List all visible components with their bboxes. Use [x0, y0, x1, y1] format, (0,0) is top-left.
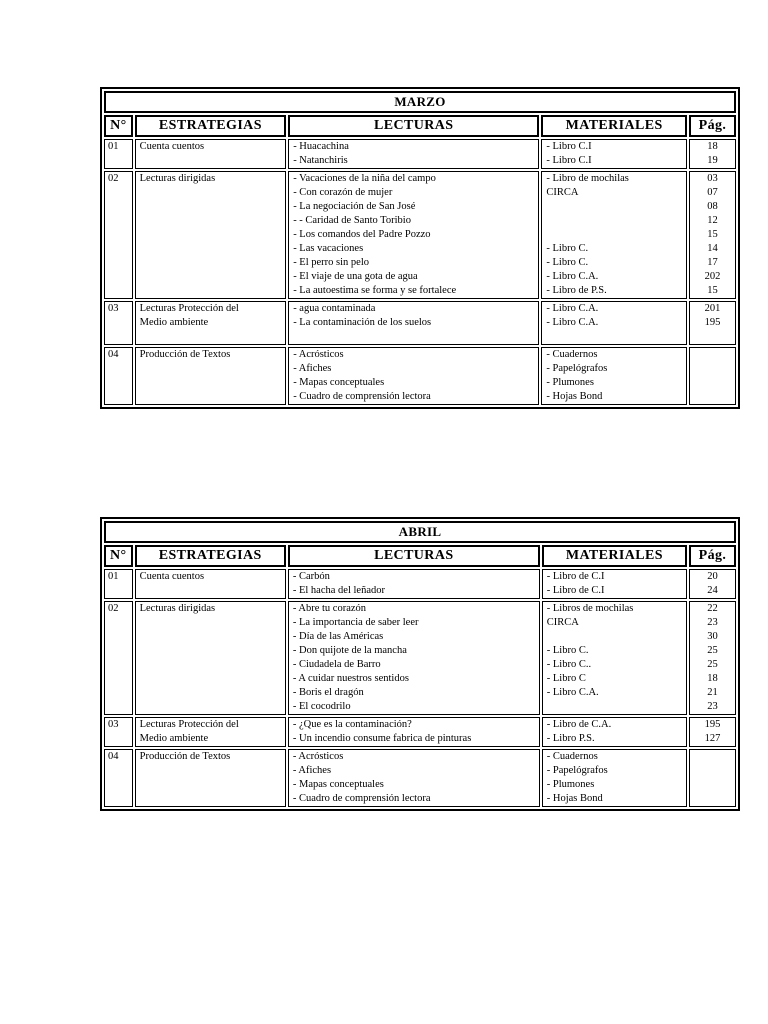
- readings-cell: [288, 569, 540, 599]
- cell-line: [140, 630, 283, 644]
- cell-line: - Huacachina: [293, 141, 349, 152]
- readings-cell: [288, 139, 539, 169]
- materials-cell: [542, 749, 687, 807]
- cell-line: Medio ambiente: [139, 317, 209, 328]
- cell-line: 07: [707, 187, 718, 198]
- cell-line: - Libro C.A.: [546, 271, 599, 282]
- pages-cell: [689, 717, 736, 747]
- cell-line: 12: [707, 215, 718, 226]
- cell-line: [140, 256, 284, 270]
- materials-cell: [541, 171, 687, 299]
- cell-line: 17: [707, 257, 718, 268]
- cell-line: [140, 330, 284, 344]
- cell-line: 24: [707, 585, 718, 596]
- table-row: [104, 749, 736, 807]
- header-pag: Pág.: [689, 545, 736, 567]
- cell-line: [140, 764, 283, 778]
- cell-line: [546, 200, 684, 214]
- cell-line: - agua contaminada: [293, 303, 376, 314]
- materials-cell: [541, 347, 687, 405]
- cell-line: - Cuadro de comprensión lectora: [292, 793, 431, 804]
- cell-line: - Libro P.S.: [546, 733, 595, 744]
- readings-cell: [288, 301, 539, 345]
- cell-line: - ¿Que es la contaminación?: [292, 719, 412, 730]
- cell-line: CIRCA: [546, 617, 579, 628]
- table-abril: [100, 517, 740, 811]
- cell-line: [546, 228, 684, 242]
- cell-line: - Hojas Bond: [546, 391, 603, 402]
- strategy-cell: [135, 749, 286, 807]
- cell-line: - El perro sin pelo: [293, 257, 369, 268]
- cell-line: Producción de Textos: [139, 349, 231, 360]
- cell-line: - Natanchiris: [293, 155, 348, 166]
- cell-line: - Libro de mochilas: [546, 173, 629, 184]
- cell-line: [140, 616, 283, 630]
- cell-line: Lecturas Protección del: [139, 719, 239, 730]
- cell-line: [140, 242, 284, 256]
- cell-line: - El cocodrilo: [292, 701, 351, 712]
- cell-line: 19: [707, 155, 718, 166]
- cell-line: - Plumones: [546, 377, 594, 388]
- strategy-cell: [135, 717, 286, 747]
- cell-line: [140, 778, 283, 792]
- cell-line: - Libro C..: [546, 659, 592, 670]
- cell-line: [140, 200, 284, 214]
- cell-line: 14: [707, 243, 718, 254]
- pages-cell: [689, 301, 736, 345]
- cell-line: 22: [707, 603, 718, 614]
- row-number: 02: [104, 171, 133, 299]
- materials-cell: [542, 717, 687, 747]
- cell-line: - Libros de mochilas: [546, 603, 634, 614]
- month-row: [104, 521, 736, 543]
- cell-line: Lecturas dirigidas: [139, 173, 216, 184]
- cell-line: 18: [707, 673, 718, 684]
- row-number: 04: [104, 347, 133, 405]
- cell-line: - Los comandos del Padre Pozzo: [293, 229, 431, 240]
- strategy-cell: [135, 301, 287, 345]
- cell-line: [692, 348, 733, 362]
- cell-line: [140, 270, 284, 284]
- cell-line: 25: [707, 645, 718, 656]
- cell-line: - Papelógrafos: [546, 765, 608, 776]
- cell-line: 18: [707, 141, 718, 152]
- cell-line: - Libro C: [546, 673, 586, 684]
- readings-cell: [288, 601, 540, 715]
- cell-line: [546, 214, 684, 228]
- header-num: N°: [104, 115, 133, 137]
- cell-line: 201: [704, 303, 721, 314]
- table-row: [104, 301, 736, 345]
- materials-cell: [542, 601, 687, 715]
- cell-line: [692, 362, 733, 376]
- cell-line: [140, 792, 283, 806]
- table-marzo: [100, 87, 740, 409]
- cell-line: 25: [707, 659, 718, 670]
- cell-line: - Cuadernos: [546, 349, 598, 360]
- cell-line: [547, 700, 684, 714]
- materials-cell: [541, 139, 687, 169]
- cell-line: 15: [707, 229, 718, 240]
- table-row: [104, 171, 736, 299]
- cell-line: [692, 376, 733, 390]
- cell-line: [140, 700, 283, 714]
- strategy-cell: [135, 139, 287, 169]
- month-title: MARZO: [104, 91, 736, 113]
- row-number: 03: [104, 301, 133, 345]
- cell-line: - Día de las Américas: [292, 631, 384, 642]
- cell-line: [140, 584, 283, 598]
- cell-line: [692, 750, 733, 764]
- cell-line: - A cuidar nuestros sentidos: [292, 673, 409, 684]
- cell-line: - Ciudadela de Barro: [292, 659, 381, 670]
- cell-line: - Libro de C.A.: [546, 719, 612, 730]
- header-materiales: MATERIALES: [541, 115, 687, 137]
- cell-line: [140, 658, 283, 672]
- readings-cell: [288, 717, 540, 747]
- cell-line: - Boris el dragón: [292, 687, 364, 698]
- cell-line: 21: [707, 687, 718, 698]
- cell-line: - Libro C.: [546, 645, 589, 656]
- cell-line: - Libro C.A.: [546, 303, 599, 314]
- cell-line: - La negociación de San José: [293, 201, 416, 212]
- cell-line: - Afiches: [293, 363, 332, 374]
- table-row: [104, 601, 736, 715]
- materials-cell: [542, 569, 687, 599]
- readings-cell: [288, 171, 539, 299]
- pages-cell: [689, 569, 736, 599]
- cell-line: [140, 672, 283, 686]
- cell-line: [140, 390, 284, 404]
- header-lecturas: LECTURAS: [288, 115, 539, 137]
- cell-line: [140, 214, 284, 228]
- row-number: 03: [104, 717, 133, 747]
- header-row: [104, 545, 736, 567]
- cell-line: Lecturas dirigidas: [139, 603, 216, 614]
- cell-line: 03: [707, 173, 718, 184]
- cell-line: 202: [704, 271, 721, 282]
- strategy-cell: [135, 347, 287, 405]
- cell-line: [140, 362, 284, 376]
- month-title: ABRIL: [104, 521, 736, 543]
- row-number: 01: [104, 569, 133, 599]
- pages-cell: [689, 139, 736, 169]
- cell-line: - Libro C.I: [546, 155, 592, 166]
- cell-line: - Don quijote de la mancha: [292, 645, 407, 656]
- cell-line: 08: [707, 201, 718, 212]
- cell-line: - Plumones: [546, 779, 595, 790]
- month-row: [104, 91, 736, 113]
- cell-line: - Acrósticos: [292, 751, 344, 762]
- cell-line: - Libro de C.I: [546, 585, 605, 596]
- cell-line: - La importancia de saber leer: [292, 617, 419, 628]
- cell-line: [140, 284, 284, 298]
- cell-line: [140, 376, 284, 390]
- header-estrategias: ESTRATEGIAS: [135, 545, 286, 567]
- cell-line: [692, 792, 733, 806]
- cell-line: - La autoestima se forma y se fortalece: [293, 285, 457, 296]
- cell-line: [140, 154, 284, 168]
- cell-line: [140, 186, 284, 200]
- cell-line: - Vacaciones de la niña del campo: [293, 173, 436, 184]
- cell-line: Cuenta cuentos: [139, 571, 205, 582]
- header-lecturas: LECTURAS: [288, 545, 540, 567]
- cell-line: - Abre tu corazón: [292, 603, 367, 614]
- table-row: [104, 139, 736, 169]
- cell-line: CIRCA: [546, 187, 579, 198]
- cell-line: - El hacha del leñador: [292, 585, 385, 596]
- cell-line: [140, 228, 284, 242]
- cell-line: [692, 778, 733, 792]
- cell-line: - Mapas conceptuales: [293, 377, 385, 388]
- cell-line: [547, 630, 684, 644]
- materials-cell: [541, 301, 687, 345]
- cell-line: [140, 686, 283, 700]
- cell-line: - Cuadro de comprensión lectora: [293, 391, 431, 402]
- cell-line: - Libro C.A.: [546, 687, 599, 698]
- cell-line: - Carbón: [292, 571, 330, 582]
- header-pag: Pág.: [689, 115, 736, 137]
- readings-cell: [288, 347, 539, 405]
- header-num: N°: [104, 545, 133, 567]
- cell-line: - El viaje de una gota de agua: [293, 271, 418, 282]
- cell-line: 195: [704, 317, 721, 328]
- strategy-cell: [135, 601, 286, 715]
- cell-line: - Acrósticos: [293, 349, 344, 360]
- row-number: 01: [104, 139, 133, 169]
- cell-line: 23: [707, 701, 718, 712]
- cell-line: [692, 330, 733, 344]
- cell-line: - Libro C.: [546, 243, 589, 254]
- header-row: [104, 115, 736, 137]
- header-materiales: MATERIALES: [542, 545, 687, 567]
- cell-line: - Afiches: [292, 765, 332, 776]
- cell-line: - Las vacaciones: [293, 243, 364, 254]
- strategy-cell: [135, 569, 286, 599]
- pages-cell: [689, 601, 736, 715]
- pages-cell: [689, 347, 736, 405]
- row-number: 02: [104, 601, 133, 715]
- cell-line: - Libro de P.S.: [546, 285, 607, 296]
- cell-line: [692, 390, 733, 404]
- header-estrategias: ESTRATEGIAS: [135, 115, 287, 137]
- table-row: [104, 569, 736, 599]
- cell-line: Medio ambiente: [139, 733, 209, 744]
- cell-line: - Papelógrafos: [546, 363, 608, 374]
- cell-line: - Libro C.: [546, 257, 589, 268]
- cell-line: - Libro C.A.: [546, 317, 599, 328]
- cell-line: [293, 330, 536, 344]
- cell-line: - La contaminación de los suelos: [293, 317, 432, 328]
- table-row: [104, 347, 736, 405]
- cell-line: - Hojas Bond: [546, 793, 603, 804]
- cell-line: - Mapas conceptuales: [292, 779, 384, 790]
- strategy-cell: [135, 171, 287, 299]
- cell-line: [692, 764, 733, 778]
- cell-line: 195: [704, 719, 721, 730]
- readings-cell: [288, 749, 540, 807]
- cell-line: Producción de Textos: [139, 751, 231, 762]
- table-row: [104, 717, 736, 747]
- cell-line: Cuenta cuentos: [139, 141, 205, 152]
- cell-line: 15: [707, 285, 718, 296]
- cell-line: 30: [707, 631, 718, 642]
- pages-cell: [689, 749, 736, 807]
- cell-line: - Libro de C.I: [546, 571, 605, 582]
- cell-line: - Cuadernos: [546, 751, 598, 762]
- cell-line: 127: [704, 733, 721, 744]
- cell-line: - Libro C.I: [546, 141, 592, 152]
- cell-line: [546, 330, 684, 344]
- cell-line: - Con corazón de mujer: [293, 187, 393, 198]
- pages-cell: [689, 171, 736, 299]
- cell-line: 20: [707, 571, 718, 582]
- cell-line: [140, 644, 283, 658]
- cell-line: - - Caridad de Santo Toribio: [293, 215, 411, 226]
- cell-line: - Un incendio consume fabrica de pinturas: [292, 733, 472, 744]
- cell-line: 23: [707, 617, 718, 628]
- row-number: 04: [104, 749, 133, 807]
- cell-line: Lecturas Protección del: [139, 303, 239, 314]
